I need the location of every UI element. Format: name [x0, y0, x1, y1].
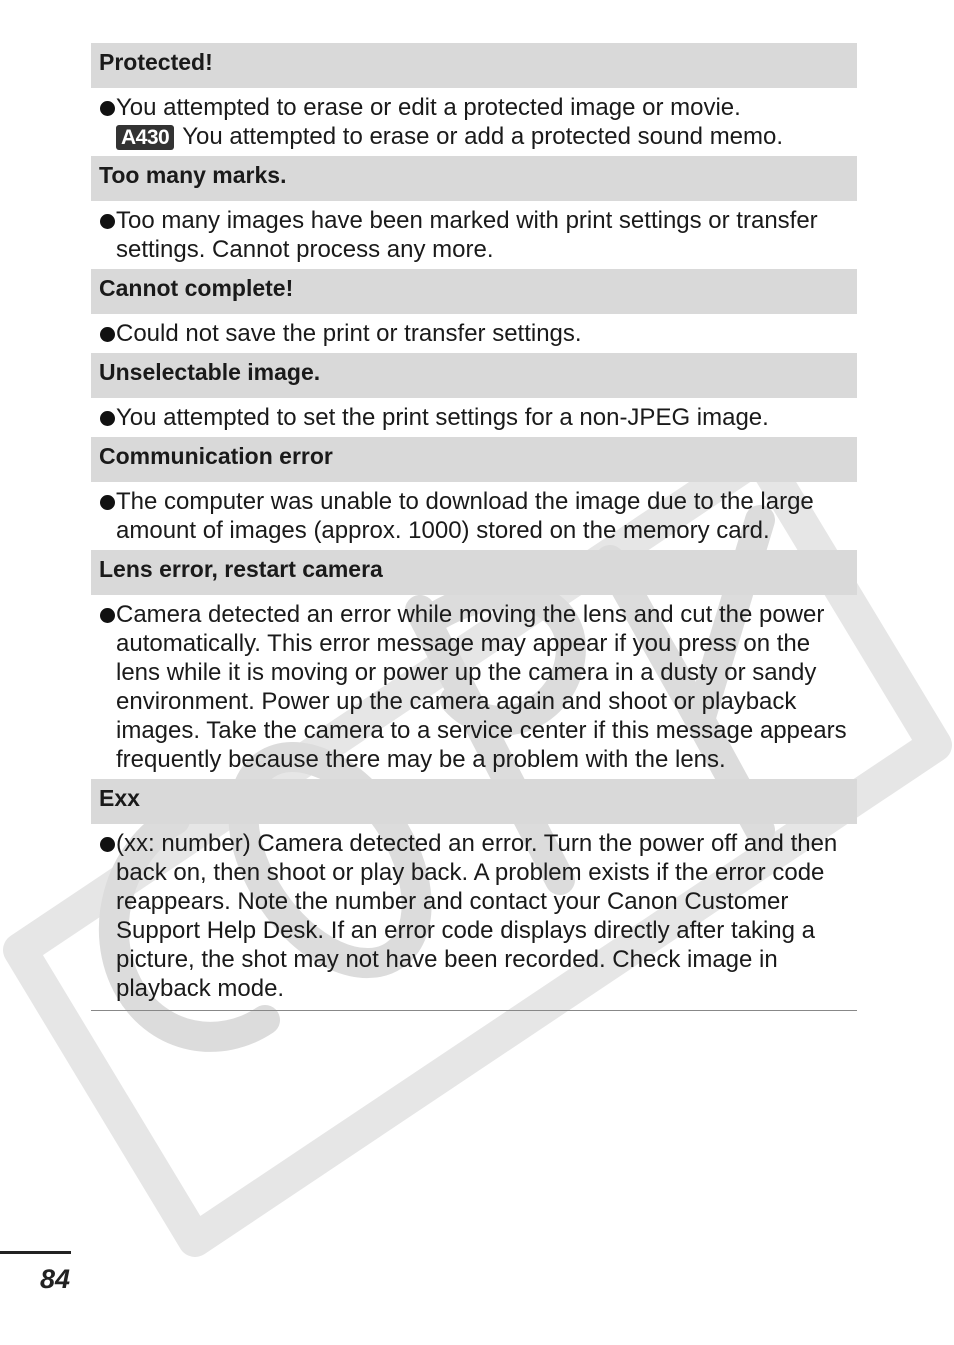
bullet-text: The computer was unable to download the image due to the large amount of images (approx. 1000) stored on the memory card.: [116, 488, 814, 544]
bullet-item: [91, 600, 857, 774]
section-body: [91, 824, 857, 1008]
section-body: [91, 595, 857, 779]
bullet-item: [91, 206, 857, 264]
model-note: [91, 122, 857, 151]
bullet-text: Camera detected an error while moving the lens and cut the power automatically. This error message may appear if you press on the lens while it is moving or power up the camera in a dusty or sandy environment. Power up the camera again and shoot or playback images. Take the camera to a service center if this message appears frequently because there may be a problem with the lens.: [116, 601, 847, 773]
bullet-dot-icon: [100, 411, 115, 426]
section-heading: Too many marks.: [91, 156, 857, 201]
bullet-dot-icon: [100, 608, 115, 623]
section-protected: [91, 43, 857, 156]
bullet-item: [91, 403, 857, 432]
section-heading: Communication error: [91, 437, 857, 482]
section-too-many-marks: [91, 156, 857, 269]
bullet-text: You attempted to erase or edit a protected image or movie.: [116, 94, 741, 121]
section-body: [91, 88, 857, 156]
bullet-item: [91, 93, 857, 122]
model-note-text: You attempted to erase or add a protected sound memo.: [182, 123, 784, 150]
model-badge: A430: [116, 125, 174, 150]
bullet-dot-icon: [100, 495, 115, 510]
section-heading: Lens error, restart camera: [91, 550, 857, 595]
bullet-text: Could not save the print or transfer settings.: [116, 320, 582, 347]
error-message-list: [91, 43, 857, 1011]
page-number: 84: [40, 1264, 71, 1294]
section-heading: Exx: [91, 779, 857, 824]
section-exx: [91, 779, 857, 1008]
bullet-dot-icon: [100, 837, 115, 852]
bullet-dot-icon: [100, 214, 115, 229]
section-heading: Cannot complete!: [91, 269, 857, 314]
bullet-item: [91, 319, 857, 348]
bullet-text: (xx: number) Camera detected an error. Turn the power off and then back on, then shoot or play back. A problem exists if the error code reappears. Note the number and contact your Canon Customer Support Help Desk. If an error code displays directly after taking a picture, the shot may not have been recorded. Check image in playback mode.: [116, 830, 838, 1002]
section-lens-error: [91, 550, 857, 779]
section-cannot-complete: [91, 269, 857, 353]
bullet-text: You attempted to set the print settings for a non-JPEG image.: [116, 404, 769, 431]
section-body: [91, 398, 857, 437]
bullet-text: Too many images have been marked with print settings or transfer settings. Cannot process any more.: [116, 207, 818, 263]
section-heading: Protected!: [91, 43, 857, 88]
bullet-item: [91, 487, 857, 545]
section-body: [91, 482, 857, 550]
section-body: [91, 201, 857, 269]
section-unselectable-image: [91, 353, 857, 437]
section-heading: Unselectable image.: [91, 353, 857, 398]
bottom-divider: [91, 1010, 857, 1011]
bullet-item: [91, 829, 857, 1003]
section-communication-error: [91, 437, 857, 550]
page-number-rule: [0, 1251, 71, 1254]
bullet-dot-icon: [100, 327, 115, 342]
bullet-dot-icon: [100, 101, 115, 116]
section-body: [91, 314, 857, 353]
